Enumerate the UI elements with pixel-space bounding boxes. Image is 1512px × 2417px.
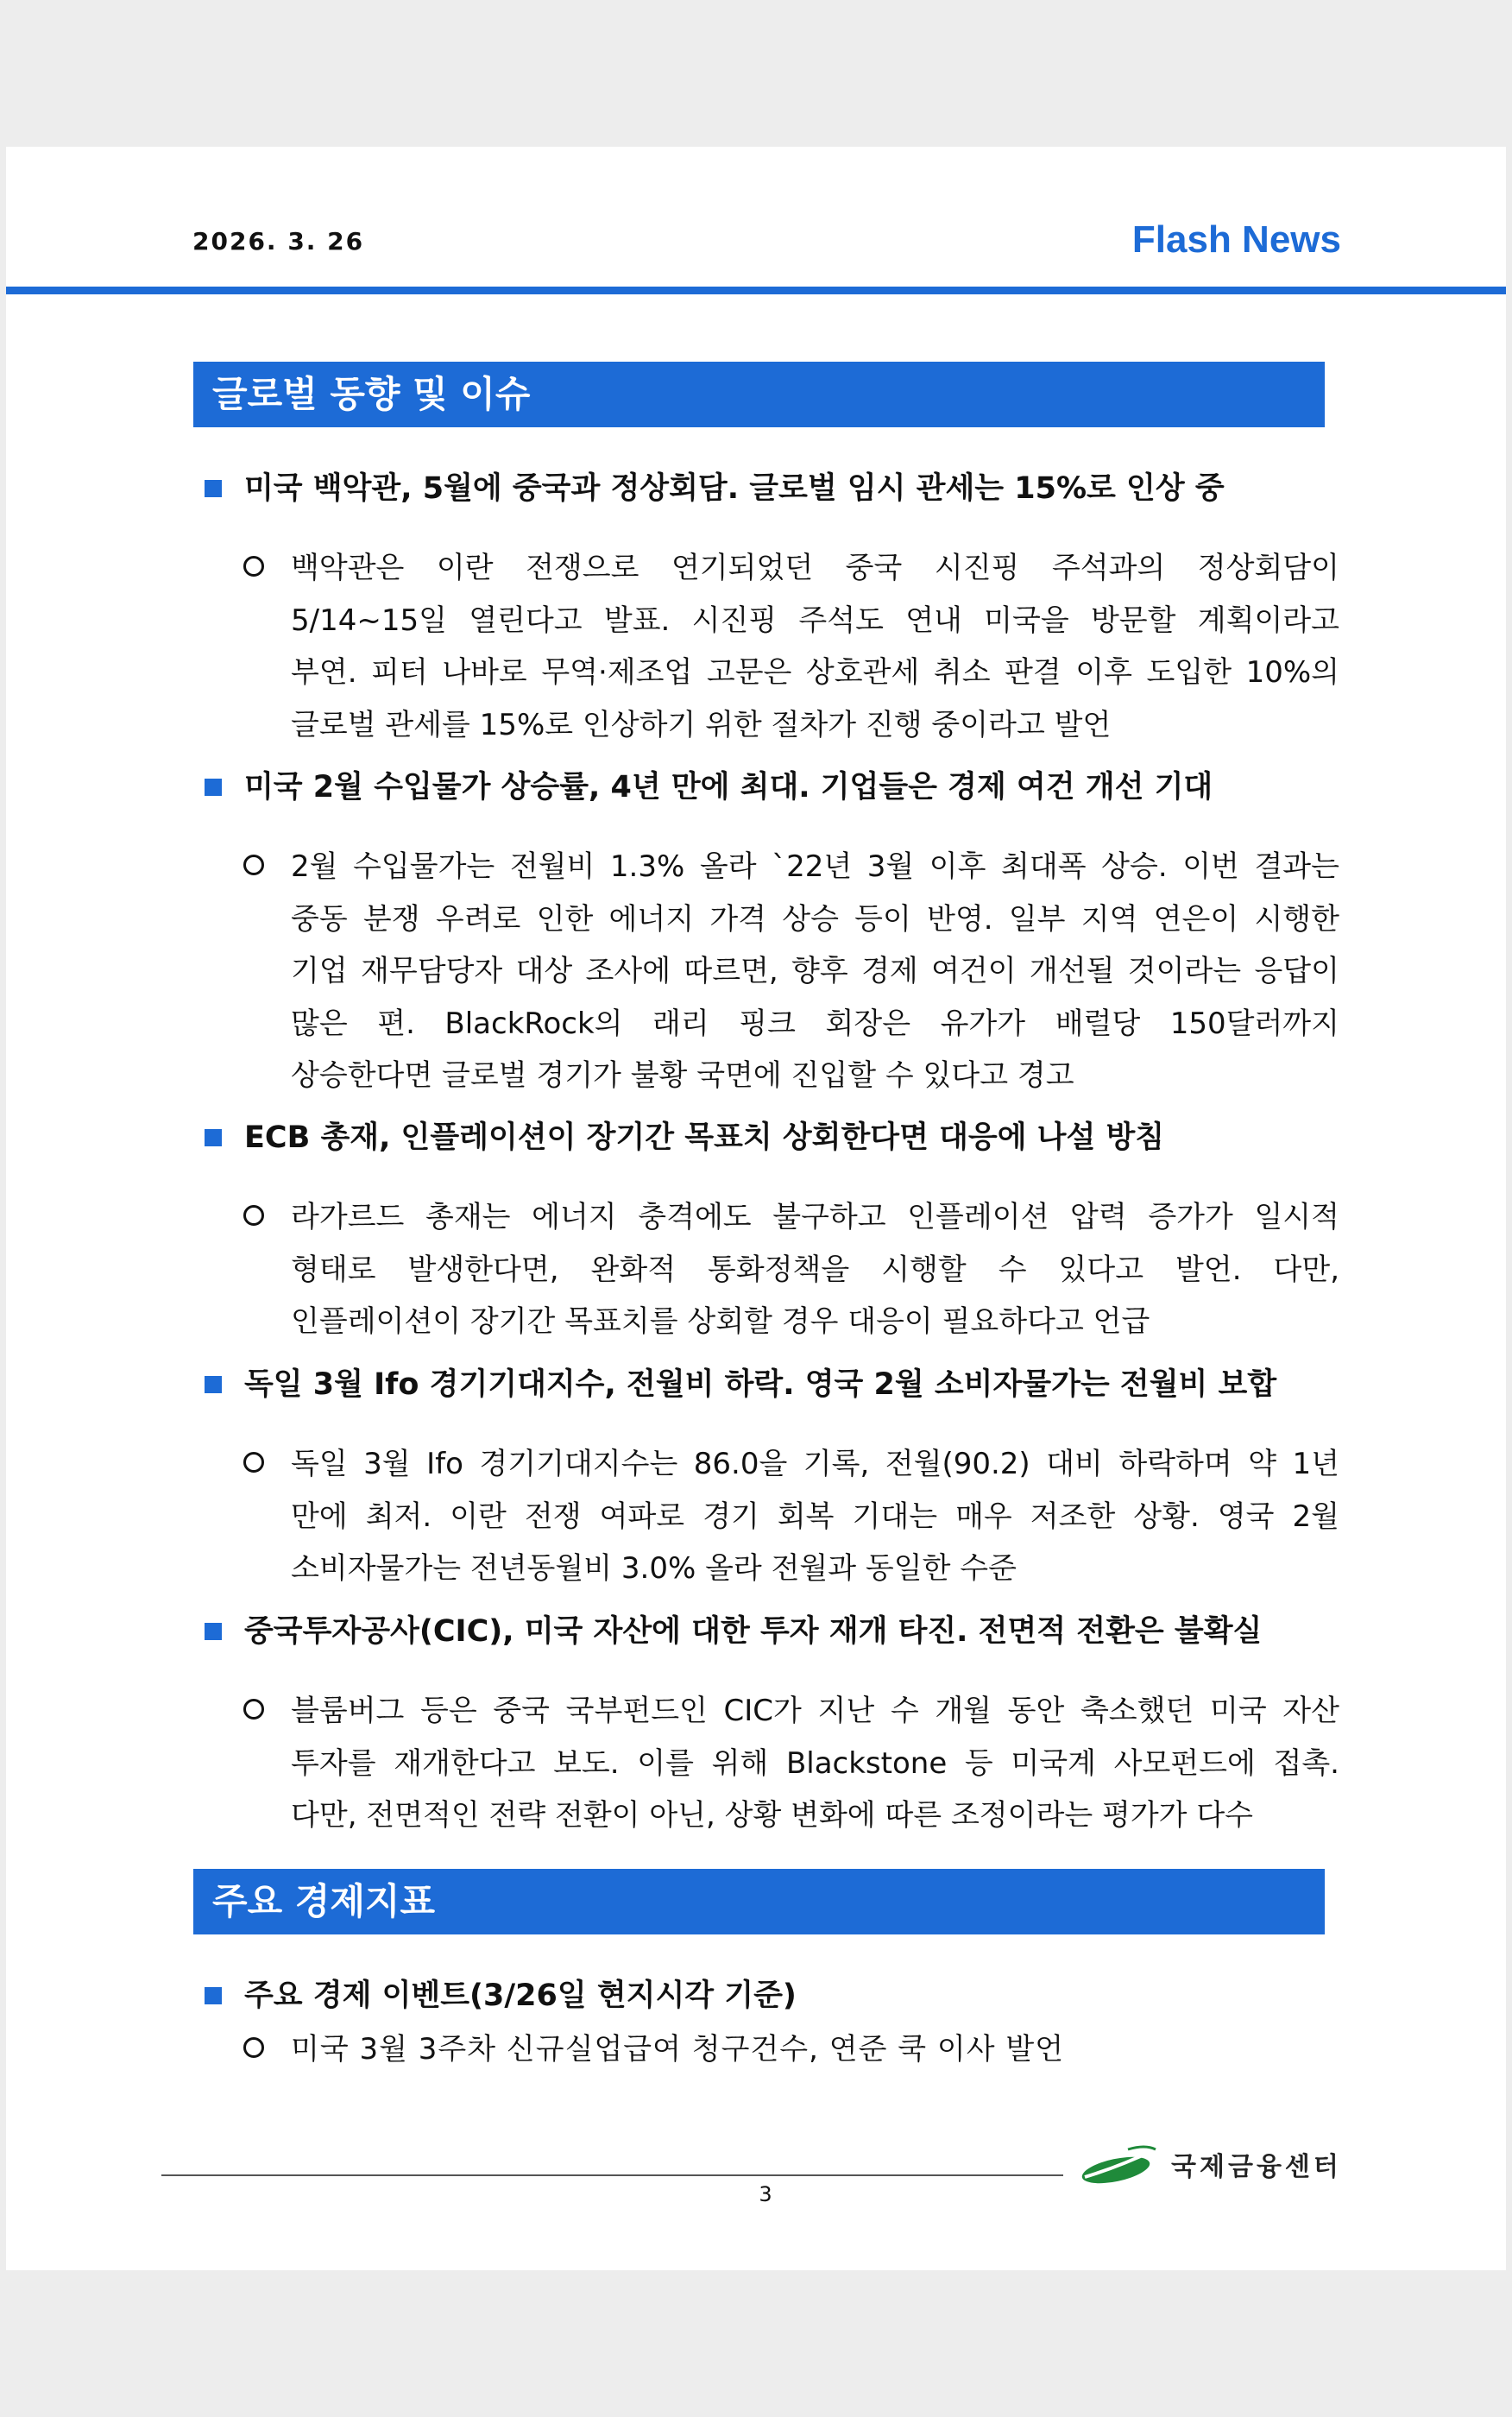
paragraph-line: 투자를 재개한다고 보도. 이를 위해 Blackstone 등 미국계 사모펀드에 접촉. [291, 1745, 1339, 1781]
headline-3 [205, 1115, 1164, 1160]
paragraph-line: 백악관은 이란 전쟁으로 연기되었던 중국 시진핑 주석과의 정상회담이 [291, 551, 1339, 585]
paragraph-line: 소비자물가는 전년동월비 3.0% 올라 전월과 동일한 수준 [291, 1551, 1017, 1586]
section-title-global: 글로벌 동향 및 이슈 [193, 362, 1325, 427]
paragraph-line: 중동 분쟁 우려로 인한 에너지 가격 상승 등이 반영. 일부 지역 연은이 시행한 [291, 901, 1339, 937]
bullet-square-icon [205, 1623, 222, 1640]
headline-text: 독일 3월 Ifo 경기기대지수, 전월비 하락. 영국 2월 소비자물가는 전월비 보합 [244, 1367, 1277, 1402]
headline-events [205, 1973, 797, 2018]
bullet-circle-icon [243, 556, 264, 577]
bullet-square-icon [205, 779, 222, 796]
report-title: Flash News [1131, 218, 1341, 261]
bullet-circle-icon [243, 1699, 264, 1720]
headline-4 [205, 1362, 1276, 1407]
paragraph-line: 미국 3월 3주차 신규실업급여 청구건수, 연준 쿡 이사 발언 [291, 2032, 1065, 2067]
paragraph-4 [243, 1438, 1339, 1595]
paragraph-line: 상승한다면 글로벌 경기가 불황 국면에 진입할 수 있다고 경고 [291, 1058, 1074, 1093]
paragraph-line: 인플레이션이 장기간 목표치를 상회할 경우 대응이 필요하다고 언급 [291, 1304, 1150, 1339]
footer-logo-text: 국제금융센터 [1171, 2152, 1342, 2182]
paragraph-1 [243, 542, 1339, 751]
paragraph-line: 블룸버그 등은 중국 국부펀드인 CIC가 지난 수 개월 동안 축소했던 미국 자산 [291, 1694, 1339, 1728]
header-rule [6, 287, 1506, 294]
paragraph-3 [243, 1191, 1339, 1348]
paragraph-line: 라가르드 총재는 에너지 충격에도 불구하고 인플레이션 압력 증가가 일시적 [291, 1200, 1339, 1234]
paragraph-5 [243, 1685, 1339, 1842]
headline-text: 주요 경제 이벤트(3/26일 현지시각 기준) [244, 1978, 797, 2013]
bullet-circle-icon [243, 1205, 264, 1226]
section-title-indicators: 주요 경제지표 [193, 1869, 1325, 1934]
bullet-square-icon [205, 1129, 222, 1146]
paragraph-line: 다만, 전면적인 전략 전환이 아닌, 상황 변화에 따른 조정이라는 평가가 다수 [291, 1798, 1254, 1833]
bullet-circle-icon [243, 1452, 264, 1473]
paragraph-line: 2월 수입물가는 전월비 1.3% 올라 `22년 3월 이후 최대폭 상승. 이번 결과는 [291, 849, 1339, 884]
report-date: 2026. 3. 26 [192, 227, 365, 256]
paragraph-events [243, 2023, 1339, 2076]
bullet-square-icon [205, 480, 222, 497]
paragraph-line: 부연. 피터 나바로 무역·제조업 고문은 상호관세 취소 판결 이후 도입한 10%의 [291, 655, 1339, 690]
bullet-square-icon [205, 1987, 222, 2004]
paragraph-line: 많은 편. BlackRock의 래리 핑크 회장은 유가가 배럴당 150달러까지 [291, 1006, 1339, 1041]
paragraph-2 [243, 841, 1339, 1102]
paragraph-line: 형태로 발생한다면, 완화적 통화정책을 시행할 수 있다고 발언. 다만, [291, 1252, 1339, 1287]
paragraph-line: 글로벌 관세를 15%로 인상하기 위한 절차가 진행 중이라고 발언 [291, 707, 1112, 742]
paragraph-line: 기업 재무담당자 대상 조사에 따르면, 향후 경제 여건이 개선될 것이라는 응답이 [291, 954, 1339, 988]
footer-rule [161, 2174, 1063, 2176]
headline-text: 미국 백악관, 5월에 중국과 정상회담. 글로벌 임시 관세는 15%로 인상 중 [244, 471, 1225, 506]
paragraph-line: 독일 3월 Ifo 경기기대지수는 86.0을 기록, 전월(90.2) 대비 하락하며 약 1년 [291, 1447, 1339, 1481]
headline-1 [205, 466, 1225, 511]
bullet-circle-icon [243, 2037, 264, 2058]
bullet-square-icon [205, 1376, 222, 1393]
bullet-circle-icon [243, 855, 264, 875]
headline-text: ECB 총재, 인플레이션이 장기간 목표치 상회한다면 대응에 나설 방침 [244, 1120, 1165, 1155]
document-page [6, 147, 1506, 2270]
paragraph-line: 만에 최저. 이란 전쟁 여파로 경기 회복 기대는 매우 저조한 상황. 영국 2월 [291, 1499, 1339, 1534]
page-number: 3 [759, 2182, 772, 2206]
headline-text: 미국 2월 수입물가 상승률, 4년 만에 최대. 기업들은 경제 여건 개선 기대 [244, 770, 1213, 805]
footer-logo [1076, 2142, 1342, 2186]
headline-5 [205, 1609, 1262, 1654]
headline-2 [205, 765, 1213, 810]
kcif-leaf-icon [1076, 2142, 1162, 2186]
headline-text: 중국투자공사(CIC), 미국 자산에 대한 투자 재개 타진. 전면적 전환은 불확실 [244, 1614, 1263, 1649]
paragraph-line: 5/14~15일 열린다고 발표. 시진핑 주석도 연내 미국을 방문할 계획이라고 [291, 603, 1339, 638]
